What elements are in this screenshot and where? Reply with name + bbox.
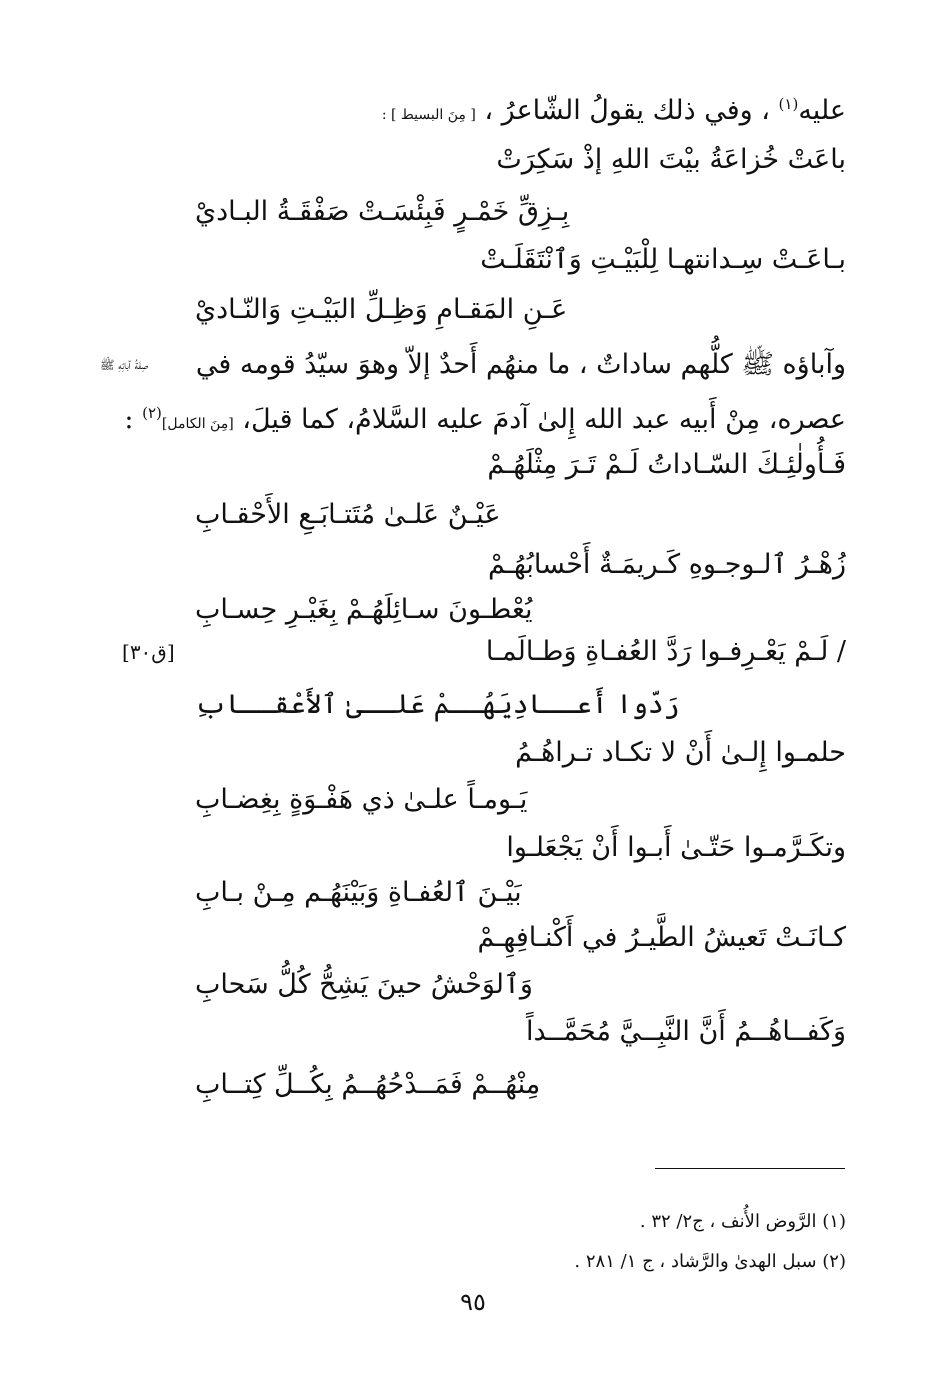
poem1-line-3: بـاعَـتْ سِـدانتهـا لِلْبَيْـتِ وَٱنْتَقَلَـتْ (480, 244, 846, 275)
poem2-line-13: وَكَفــاهُــمُ أَنَّ النَّبِــيَّ مُحَمَّــداً (525, 1016, 846, 1047)
footnote-mark-2: (٢) (142, 404, 162, 422)
para2-line-2-end: : (124, 404, 143, 435)
poem2-line-11: كـانَـتْ تَعيشُ الطَّيـرُ في أَكْنـافِهِـمْ (477, 922, 846, 953)
intro-text: عليه (798, 95, 846, 126)
para2-line-1: وآباؤه ﷺ كلُّهم ساداتٌ ، ما منهُم أَحدٌ إلاّ وهوَ سيّدُ قومه في (195, 349, 846, 380)
poem2-line-10: بَيْـنَ ٱلعُفـاةِ وَبَيْنَهُـم مِـنْ بـابِ (195, 877, 522, 908)
poem1-line-4: عَـنِ المَقـامِ وَظِـلِّ البَيْـتِ وَالنّـاديْ (195, 294, 568, 325)
poem2-line-9: وتكَـرَّمـوا حَتّـىٰ أَبـوا أَنْ يَجْعَلـوا (506, 832, 846, 863)
margin-note: صِفَةُ آبائِهِ ﷺ (100, 358, 149, 372)
poem2-line-4: يُعْطـونَ سـائِلَهُـمْ بِغَيْـرِ حِسـابِ (195, 594, 533, 625)
poem2-line-7: حلمـوا إِلـىٰ أَنْ لا تكـاد تـراهُـمُ (515, 737, 846, 768)
manuscript-folio-marker: [ق٣٠] (122, 640, 175, 664)
footnote-2: (٢) سبل الهدىٰ والرَّشاد ، ج ١/ ٢٨١ . (574, 1251, 846, 1272)
poem1-line-1: باعَتْ خُزاعَةُ بيْتَ اللهِ إذْ سَكِرَتْ (496, 144, 846, 175)
meter-label: [ مِنَ البسيط ] : (381, 107, 476, 123)
page-number: ٩٥ (460, 1288, 486, 1316)
para2-line-2 (124, 393, 846, 444)
footnote-mark-1: (١) (778, 95, 799, 113)
intro-rest: ، وفي ذلك يقولُ الشّاعرُ ، (475, 95, 779, 126)
poem2-line-8: يَـومـاً علـىٰ ذي هَفْـوَةٍ بِغِضـابِ (195, 784, 528, 815)
poem2-line-14: مِنْهُــمْ فَمَــدْحُهُــمُ بِكُــلِّ كِتــابِ (195, 1069, 541, 1100)
poem2-line-1: فَـأُولٰئِـكَ السّـاداتُ لَـمْ تَـرَ مِثْلَهُـمْ (487, 449, 846, 480)
poem2-line-12: وَٱلوَحْشُ حينَ يَشِحُّ كُلُّ سَحابِ (195, 969, 533, 1000)
poem2-line-2: عَيْـنٌ عَلـىٰ مُتَتـابَـعِ الأَحْقـابِ (195, 499, 501, 530)
poem2-line-6: رَدّوا أَعــادِيَهُــمْ عَلــىٰ ٱلأَعْقــابِ (195, 689, 680, 720)
poem2-line-5: / لَـمْ يَعْـرِفـوا رَدَّ العُفـاةِ وَطـالَمـا (485, 636, 846, 667)
poem1-line-2: بِـزِقِّ خَمْـرٍ فَبِئْسَـتْ صَفْقَـةُ البـاديْ (195, 196, 570, 227)
poem2-line-3: زُهْـرُ ٱلـوجـوهِ كَـريمَـةٌ أَحْسابُهُـمْ (488, 549, 846, 580)
footnote-divider (655, 1168, 845, 1169)
footnote-1: (١) الرَّوض الأُنف ، ج٢/ ٣٢ . (639, 1211, 846, 1232)
para2-line-2-text: عصره، مِنْ أَبيه عبد الله إِلىٰ آدمَ عليه السَّلامُ، كما قيلَ، (233, 404, 846, 435)
meter-label-2: [مِنَ الكامل] (161, 416, 234, 432)
intro-line (382, 84, 846, 135)
